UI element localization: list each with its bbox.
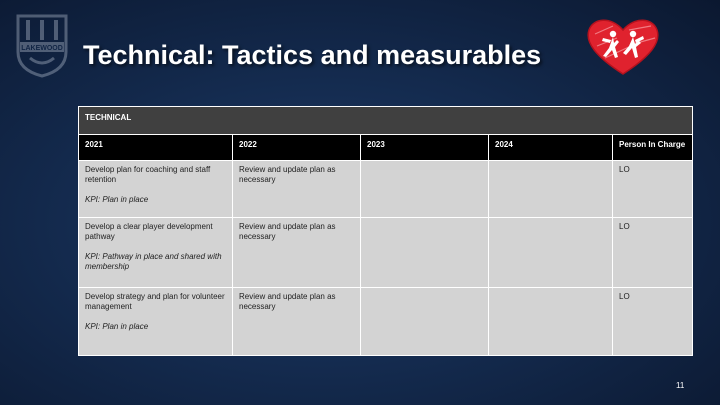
cell-2022: Review and update plan as necessary <box>233 288 361 356</box>
cell-2021 <box>79 218 233 288</box>
cell-kpi: KPI: Pathway in place and shared with membership <box>85 252 222 271</box>
page-number: 11 <box>676 381 685 390</box>
cell-task: Develop plan for coaching and staff retention <box>85 165 211 184</box>
cell-2023 <box>361 161 489 218</box>
cell-2022: Review and update plan as necessary <box>233 161 361 218</box>
cell-2024 <box>489 218 613 288</box>
column-header-2024: 2024 <box>489 135 613 161</box>
cell-task: Develop a clear player development pathway <box>85 222 213 241</box>
table-row <box>79 288 693 356</box>
slide-title: Technical: Tactics and measurables <box>83 40 542 70</box>
column-header-2021: 2021 <box>79 135 233 161</box>
cell-kpi: KPI: Plan in place <box>85 322 149 331</box>
cell-task: Develop strategy and plan for volunteer management <box>85 292 225 311</box>
cell-2023 <box>361 218 489 288</box>
group-header-technical: TECHNICAL <box>79 107 693 135</box>
technical-table <box>78 106 693 356</box>
cell-2021 <box>79 288 233 356</box>
cell-2023 <box>361 288 489 356</box>
column-header-2022: 2022 <box>233 135 361 161</box>
table-row <box>79 218 693 288</box>
club-crest-icon <box>14 12 70 78</box>
cell-2021 <box>79 161 233 218</box>
cell-person: LO <box>613 161 693 218</box>
heart-players-icon <box>583 16 663 78</box>
table-row <box>79 161 693 218</box>
table-column-header-row <box>79 135 693 161</box>
column-header-person-in-charge: Person In Charge <box>613 135 693 161</box>
cell-2022: Review and update plan as necessary <box>233 218 361 288</box>
cell-2024 <box>489 161 613 218</box>
cell-2024 <box>489 288 613 356</box>
cell-person: LO <box>613 288 693 356</box>
column-header-2023: 2023 <box>361 135 489 161</box>
cell-person: LO <box>613 218 693 288</box>
crest-label: LAKEWOOD <box>21 45 63 52</box>
cell-kpi: KPI: Plan in place <box>85 195 149 204</box>
table-group-header-row <box>79 107 693 135</box>
